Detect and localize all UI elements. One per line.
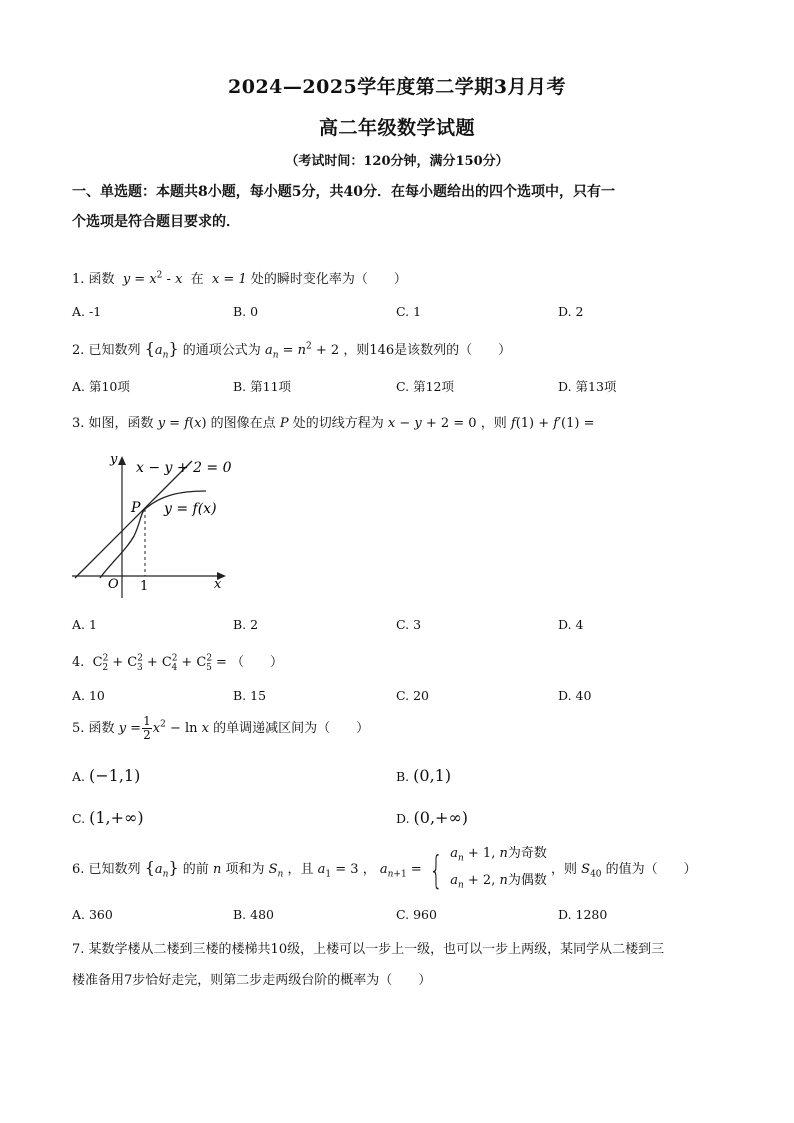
q6-option-d[interactable]: D. 1280 [558,907,608,922]
tangent-line [75,461,192,578]
q6-sum-formula: $S_n$ [268,862,284,880]
q5-option-c-letter: C. [72,811,86,826]
q5-option-d-letter: D. [396,811,410,826]
q5-option-b-interval: (0,1) [413,766,452,785]
point-p-label: P [131,500,141,516]
q3-suffix: ，则 [480,416,507,431]
q6-mid3: ，且 [287,862,314,878]
q6-mid4: ， [362,862,376,878]
question-7-line2: 楼准备用7步恰好走完，则第二步走两级台阶的概率为（ ） [72,973,432,988]
question-7 [72,938,664,957]
section-heading-line2: 个选项是符合题目要求的． [72,214,240,230]
q5-option-d[interactable] [396,808,468,827]
q1-option-a[interactable]: A. -1 [72,304,102,319]
x-axis-label: x [214,577,222,592]
q1-option-c[interactable]: C. 1 [396,304,422,319]
q3-prefix: 如图，函数 [88,416,154,431]
q5-option-b[interactable] [396,766,451,785]
tangent-line-label: x − y + 2 = 0 [136,460,232,476]
q5-option-d-interval: (0,+∞) [413,808,469,827]
tick-label-1: 1 [140,579,149,594]
q6-sequence-formula: $\{a_n\}$ [144,858,179,880]
q3-expression-formula: f(1) + f′(1) = [510,416,595,431]
exam-title-line2: 高二年级数学试题 [318,117,475,139]
q3-function-formula: y = f(x) [157,416,207,431]
q1-option-d[interactable]: D. 2 [558,304,584,319]
q6-recurrence-formula: $a_{n+1}$ = [379,862,422,880]
q6-mid: 的前 [182,862,209,878]
q4-option-c[interactable]: C. 20 [396,688,429,703]
q5-option-c-interval: (1,+∞) [89,808,144,827]
origin-label: O [108,577,119,592]
q6-initial-formula: $a_1 = 3$ [317,862,359,880]
q5-function-formula: y = $\frac{1}{2}$ $x^2 - \ln x$ [118,714,209,742]
q6-suffix2: 的值为（ ） [605,862,697,878]
q3-mid: 的图像在点 [210,416,276,431]
q2-prefix: 已知数列 [88,343,141,358]
q3-point-formula: P [279,416,289,431]
q6-prefix: 已知数列 [88,862,141,878]
question-1 [72,268,407,287]
q2-option-d[interactable]: D. 第13项 [558,379,617,394]
q6-number: 6. [72,862,85,878]
exam-title-line1: 2024—2025学年度第二学期3月月考 [228,76,566,98]
q5-suffix: 的单调递减区间为（ ） [213,721,370,736]
q5-number: 5. [72,721,85,736]
q6-case1-text: 为奇数 [507,846,547,861]
q4-number: 4. [72,655,85,670]
q1-number: 1. [72,272,85,287]
q1-option-b[interactable]: B. 0 [233,304,259,319]
q3-graph-figure [68,450,233,602]
curve-label: y = f(x) [164,501,217,517]
q1-function-formula: $y = x^2 - x$ [118,270,187,287]
q1-mid: 在 [190,272,204,287]
question-2 [72,339,511,361]
q4-suffix: （ ） [231,655,284,670]
q3-option-d[interactable]: D. 4 [558,617,584,632]
q6-brace: { [429,847,443,892]
q2-option-a[interactable]: A. 第10项 [72,379,130,394]
q2-suffix: ，则146是该数列的（ ） [343,343,512,358]
q3-option-c[interactable]: C. 3 [396,617,422,632]
q5-prefix: 函数 [88,721,115,736]
q5-option-c[interactable] [72,808,144,827]
q1-point-formula: x = 1 [207,272,247,287]
q6-cases: $a_n + 1$, n为奇数 $a_n + 2$, n为偶数 [450,846,547,891]
y-axis-label: y [110,452,118,467]
q5-option-a[interactable] [72,766,140,785]
q6-n-formula: n [212,862,222,878]
q3-option-a[interactable]: A. 1 [72,617,97,632]
q6-mid2: 项和为 [225,862,265,878]
q3-tangent-formula: x − y + 2 = 0 [387,416,477,431]
q6-suffix: ，则 [551,862,578,878]
q2-option-b[interactable]: B. 第11项 [233,379,292,394]
q7-number: 7. [72,942,85,957]
q5-option-a-interval: (−1,1) [89,766,141,785]
q6-case2-text: 为偶数 [507,872,547,888]
question-5 [72,715,369,742]
q2-number: 2. [72,343,85,358]
q2-option-c[interactable]: C. 第12项 [396,379,454,394]
q6-option-c[interactable]: C. 960 [396,907,437,922]
question-6 [72,843,697,896]
q3-number: 3. [72,416,85,431]
q2-general-term-formula: $a_n = n^2 + 2$ [264,341,340,361]
q6-option-a[interactable]: A. 360 [72,907,113,922]
question-4 [72,651,283,673]
q3-mid2: 处的切线方程为 [292,416,384,431]
q2-sequence-formula: $\{a_n\}$ [144,339,179,361]
q2-mid: 的通项公式为 [182,343,261,358]
q6-option-b[interactable]: B. 480 [233,907,274,922]
q3-option-b[interactable]: B. 2 [233,617,259,632]
exam-subtitle: （考试时间：120分钟，满分150分） [285,154,509,169]
q5-option-a-letter: A. [72,769,86,784]
y-axis-arrow-icon [118,456,126,465]
question-3 [72,412,595,431]
q5-option-b-letter: B. [396,769,410,784]
q1-suffix: 处的瞬时变化率为（ ） [250,272,407,287]
q4-option-d[interactable]: D. 40 [558,688,592,703]
q7-line1: 某数学楼从二楼到三楼的楼梯共10级，上楼可以一步上一级，也可以一步上两级，某同学从二楼到三 [88,942,665,957]
q1-prefix: 函数 [88,272,115,287]
q4-option-b[interactable]: B. 15 [233,688,267,703]
q4-combination-formula: $C^2_2 + C^2_3 + C^2_4 + C^2_5$ = [88,653,227,673]
section-heading-line1: 一、单选题：本题共8小题，每小题5分，共40分．在每小题给出的四个选项中，只有一 [72,184,615,200]
q4-option-a[interactable]: A. 10 [72,688,105,703]
q6-s40-formula: $S_{40}$ [581,862,602,880]
